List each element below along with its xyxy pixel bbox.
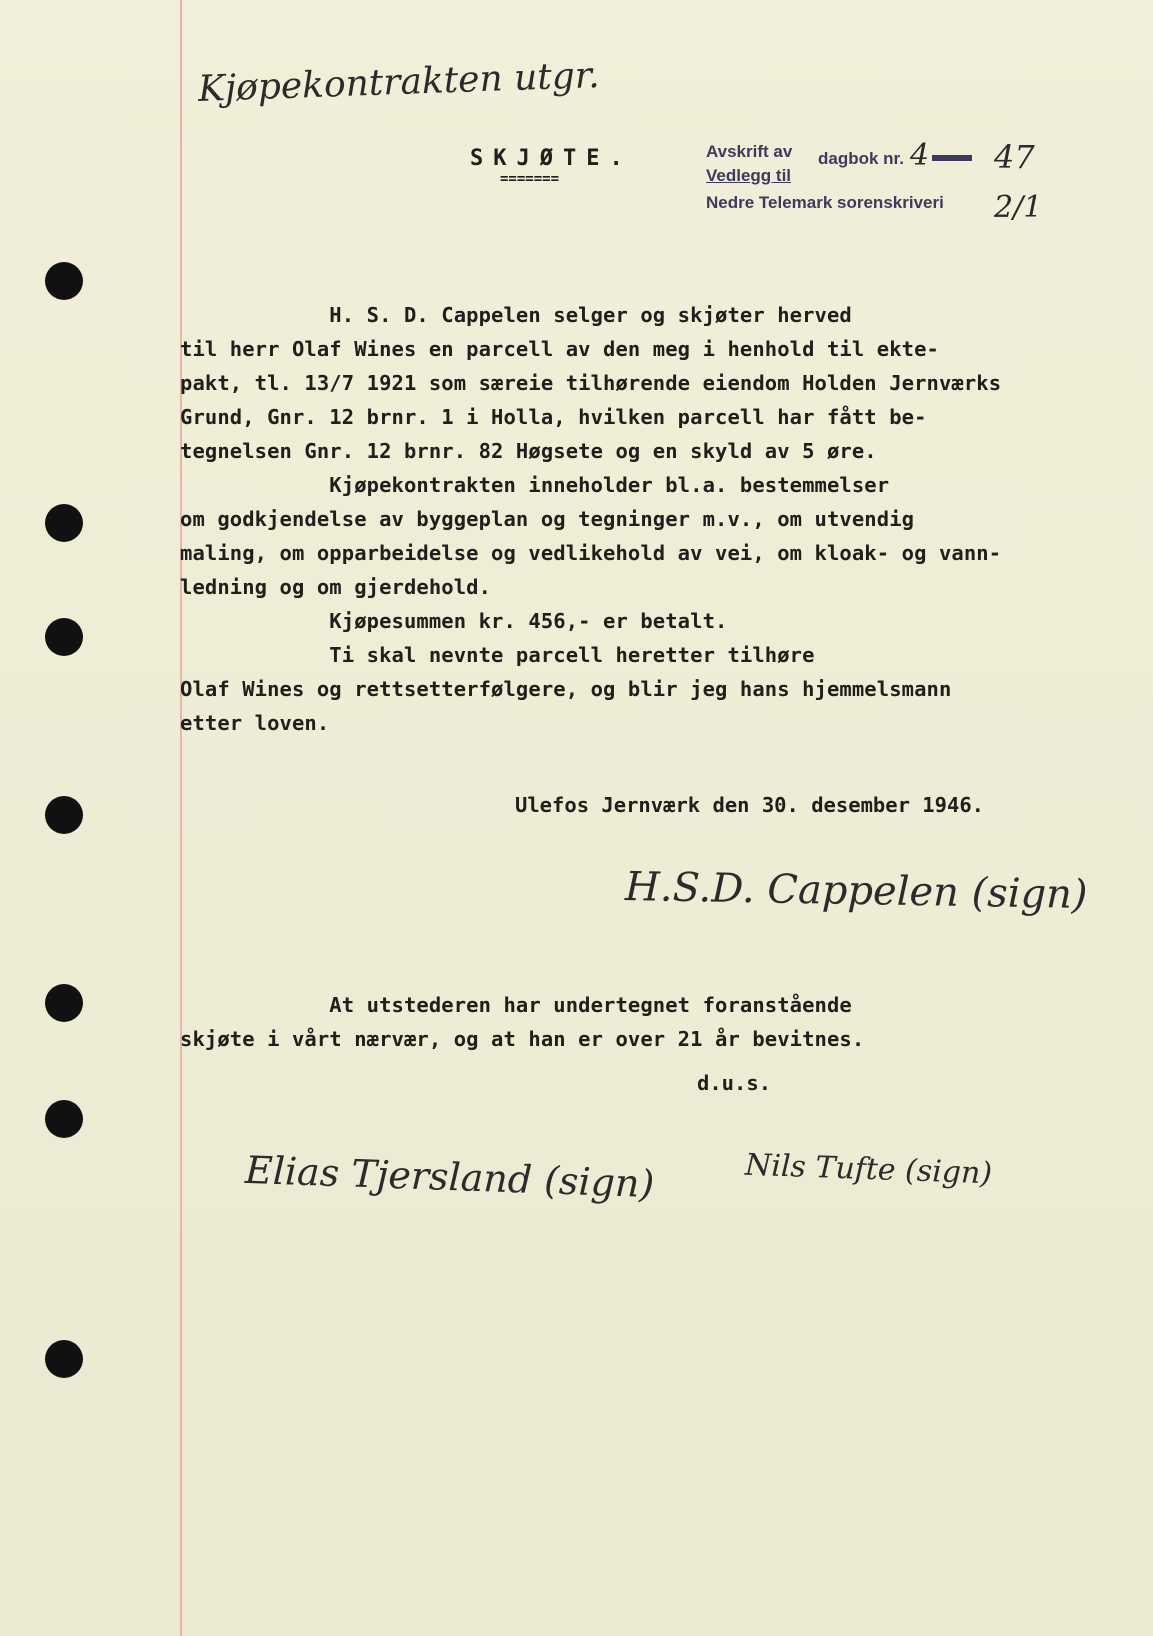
body-line: etter loven. [180, 711, 330, 735]
punch-hole [45, 618, 83, 656]
body-line: tegnelsen Gnr. 12 brnr. 82 Høgsete og en skyld av 5 øre. [180, 439, 877, 463]
stamp-line-2: Vedlegg til [706, 166, 792, 185]
punch-hole [45, 504, 83, 542]
body-line: Olaf Wines og rettsetterfølgere, og blir jeg hans hjemmelsmann [180, 677, 952, 701]
witness-signature-2: Nils Tufte (sign) [744, 1147, 993, 1192]
witness-attestation [180, 988, 864, 1056]
attest-line: skjøte i vårt nærvær, og at han er over 21 år bevitnes. [180, 1027, 865, 1051]
title-underline: ======= [500, 171, 560, 187]
place-and-date: Ulefos Jernværk den 30. desember 1946. [515, 793, 984, 817]
punch-hole [45, 1340, 83, 1378]
body-line: Kjøpekontrakten inneholder bl.a. bestemmelser [180, 473, 890, 497]
main-signature: H.S.D. Cappelen (sign) [624, 863, 1088, 919]
stamp-handwritten-number: 4 [910, 138, 930, 173]
body-line: pakt, tl. 13/7 1921 som særeie tilhørende eiendom Holden Jernværks [180, 371, 1002, 395]
punch-hole [45, 1100, 83, 1138]
stamp-handwritten-date: 2/1 [994, 190, 1043, 225]
body-line: Kjøpesummen kr. 456,- er betalt. [180, 609, 728, 633]
dus-abbreviation: d.u.s. [697, 1071, 772, 1095]
body-line: om godkjendelse av byggeplan og tegninger m.v., om utvendig [180, 507, 915, 531]
body-line: Grund, Gnr. 12 brnr. 1 i Holla, hvilken parcell har fått be- [180, 405, 927, 429]
deed-body [180, 298, 1120, 740]
body-line: Ti skal nevnte parcell heretter tilhøre [180, 643, 815, 667]
stamp-line-3: Nedre Telemark sorenskriveri [706, 193, 944, 212]
stamp-line-1a: Avskrift av [706, 142, 793, 161]
body-line: maling, om opparbeidelse og vedlikehold av vei, om kloak- og vann- [180, 541, 1002, 565]
body-line: ledning og om gjerdehold. [180, 575, 492, 599]
body-line: H. S. D. Cappelen selger og skjøter herved [180, 303, 852, 327]
handwritten-note: Kjøpekontrakten utgr. [197, 55, 601, 110]
stamp-line-1b: dagbok nr. [818, 149, 904, 168]
document-title: SKJØTE. [470, 146, 633, 171]
margin-line [180, 0, 182, 1636]
stamp-handwritten-year: 47 [994, 138, 1035, 176]
witness-signature-1: Elias Tjersland (sign) [244, 1147, 656, 1207]
stamp-strike-mark [932, 155, 972, 161]
body-line: til herr Olaf Wines en parcell av den meg i henhold til ekte- [180, 337, 939, 361]
punch-hole [45, 984, 83, 1022]
punch-hole [45, 262, 83, 300]
attest-line: At utstederen har undertegnet foranstående [180, 993, 852, 1017]
punch-hole [45, 796, 83, 834]
